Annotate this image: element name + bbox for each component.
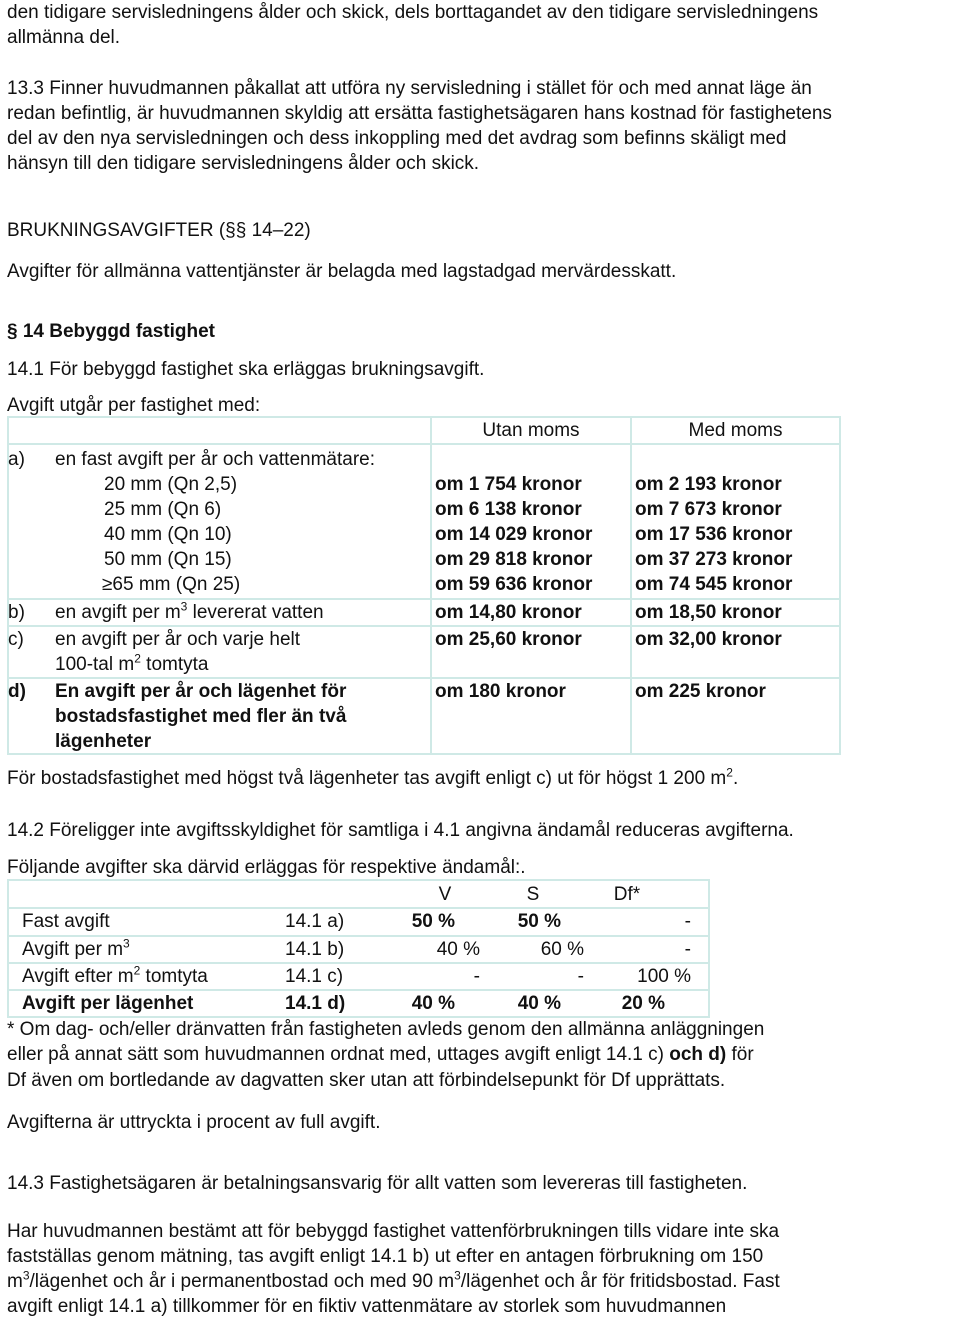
row-description: en fast avgift per år och vattenmätare:: [55, 449, 376, 470]
fee-utan-moms: om 14 029 kronor: [435, 524, 593, 545]
body-text-line: 13.3 Finner huvudmannen påkallat att utföra ny servisledning i stället för och med annat läge än: [7, 78, 812, 99]
fee-med-moms: om 37 273 kronor: [635, 549, 793, 570]
fee-utan-moms: om 59 636 kronor: [435, 574, 593, 595]
footnote-line: * Om dag- och/eller dränvatten från fastigheten avleds genom den allmänna anläggningen: [7, 1019, 765, 1040]
percent-s: -: [577, 966, 584, 987]
fee-med-moms: om 17 536 kronor: [635, 524, 793, 545]
footnote-line: Df även om bortledande av dagvatten sker utan att förbindelsepunkt för Df upprättats.: [7, 1070, 726, 1091]
fee-utan-moms: om 14,80 kronor: [435, 602, 582, 623]
row-description: 100-tal $m^2$ tomtyta: [55, 651, 209, 675]
fee-type-label: Avgift efter $m^2$ tomtyta: [22, 963, 208, 987]
fee-type-label: Avgift per $m^3$: [22, 936, 130, 960]
column-header-v: V: [438, 884, 452, 905]
row-description: lägenheter: [55, 731, 152, 752]
row-description: En avgift per år och lägenhet för: [55, 681, 347, 702]
fee-reference: 14.1 a): [285, 911, 345, 932]
percent-s: 50 %: [517, 911, 561, 932]
meter-size-label: 20 mm (Qn 2,5): [104, 474, 238, 495]
percent-df: -: [684, 939, 691, 960]
body-text-line: del av den nya servisledningen och dess inkoppling med det avdrag som befinns skäligt med: [7, 128, 787, 149]
body-text-line: 14.3 Fastighetsägaren är betalningsansvarig för allt vatten som levereras till fastigheten.: [7, 1173, 748, 1194]
percent-v: 40 %: [436, 939, 480, 960]
fee-utan-moms: om 180 kronor: [435, 681, 566, 702]
row-description: en avgift per år och varje helt: [55, 629, 301, 650]
body-text-line: hänsyn till den tidigare servisledningens ålder och skick.: [7, 153, 480, 174]
body-text-line: 14.2 Föreligger inte avgiftsskyldighet för samtliga i 4.1 angivna ändamål reduceras avgifterna.: [7, 820, 794, 841]
body-text-line: Avgifterna är uttryckta i procent av full avgift.: [7, 1112, 381, 1133]
percent-v: -: [473, 966, 480, 987]
section-heading: BRUKNINGSAVGIFTER (§§ 14–22): [7, 220, 311, 241]
body-text-line: avgift enligt 14.1 a) tillkommer för en fiktiv vattenmätare av storlek som huvudmannen: [7, 1296, 727, 1317]
footnote-line: eller på annat sätt som huvudmannen ordnat med, uttages avgift enligt 14.1 c) och d) för: [7, 1044, 754, 1065]
body-text-line: Har huvudmannen bestämt att för bebyggd fastighet vattenförbrukningen tills vidare inte ska: [7, 1221, 780, 1242]
row-letter: d): [8, 681, 26, 702]
row-letter: c): [8, 629, 24, 650]
fee-med-moms: om 225 kronor: [635, 681, 766, 702]
percent-s: 60 %: [540, 939, 584, 960]
fee-type-label: Fast avgift: [22, 911, 110, 932]
body-text-line: För bostadsfastighet med högst två lägenheter tas avgift enligt c) ut för högst 1 200 $m^2$.: [7, 765, 739, 789]
fee-med-moms: om 32,00 kronor: [635, 629, 782, 650]
fee-utan-moms: om 29 818 kronor: [435, 549, 593, 570]
meter-size-label: 40 mm (Qn 10): [104, 524, 232, 545]
row-description: en avgift per $m^3$ levererat vatten: [55, 599, 324, 623]
meter-size-label: ≥65 mm (Qn 25): [102, 574, 241, 595]
row-letter: a): [8, 449, 25, 470]
fee-reference: 14.1 b): [285, 939, 345, 960]
fee-utan-moms: om 25,60 kronor: [435, 629, 582, 650]
body-text-line: 14.1 För bebyggd fastighet ska erläggas brukningsavgift.: [7, 359, 485, 380]
percent-v: 50 %: [411, 911, 455, 932]
fee-utan-moms: om 6 138 kronor: [435, 499, 582, 520]
paragraph-heading: § 14 Bebyggd fastighet: [7, 321, 215, 342]
percent-df: 20 %: [621, 993, 665, 1014]
row-letter: b): [8, 602, 25, 623]
meter-size-label: 50 mm (Qn 15): [104, 549, 232, 570]
body-text-line: redan befintlig, är huvudmannen skyldig att ersätta fastighetsägaren hans kostnad för fastighetens: [7, 103, 832, 124]
body-text-line: $m^3$/lägenhet och år i permanentbostad och med 90 $m^3$/lägenhet och år för fritidsbostad. Fast: [7, 1268, 780, 1292]
fee-med-moms: om 2 193 kronor: [635, 474, 782, 495]
body-text-line: Avgift utgår per fastighet med:: [7, 395, 261, 416]
fee-med-moms: om 7 673 kronor: [635, 499, 782, 520]
body-text-line: den tidigare servisledningens ålder och skick, dels borttagandet av den tidigare servisledningens: [7, 2, 819, 23]
column-header-med-moms: Med moms: [688, 420, 783, 441]
fee-med-moms: om 18,50 kronor: [635, 602, 782, 623]
body-text-line: fastställas genom mätning, tas avgift enligt 14.1 b) ut efter en antagen förbrukning om 150: [7, 1246, 764, 1267]
meter-size-label: 25 mm (Qn 6): [104, 499, 222, 520]
body-text-line: Följande avgifter ska därvid erläggas för respektive ändamål:.: [7, 857, 526, 878]
fee-reference: 14.1 d): [285, 993, 346, 1014]
percent-s: 40 %: [517, 993, 561, 1014]
row-description: bostadsfastighet med fler än två: [55, 706, 347, 727]
column-header-df: Df*: [613, 884, 641, 905]
column-header-s: S: [526, 884, 540, 905]
percent-v: 40 %: [411, 993, 455, 1014]
fee-reference: 14.1 c): [285, 966, 344, 987]
body-text-line: allmänna del.: [7, 27, 121, 48]
percent-df: -: [684, 911, 691, 932]
fee-type-label: Avgift per lägenhet: [22, 993, 194, 1014]
body-text-line: Avgifter för allmänna vattentjänster är belagda med lagstadgad mervärdesskatt.: [7, 261, 677, 282]
fee-utan-moms: om 1 754 kronor: [435, 474, 582, 495]
column-header-utan-moms: Utan moms: [482, 420, 580, 441]
fee-med-moms: om 74 545 kronor: [635, 574, 793, 595]
percent-df: 100 %: [637, 966, 691, 987]
